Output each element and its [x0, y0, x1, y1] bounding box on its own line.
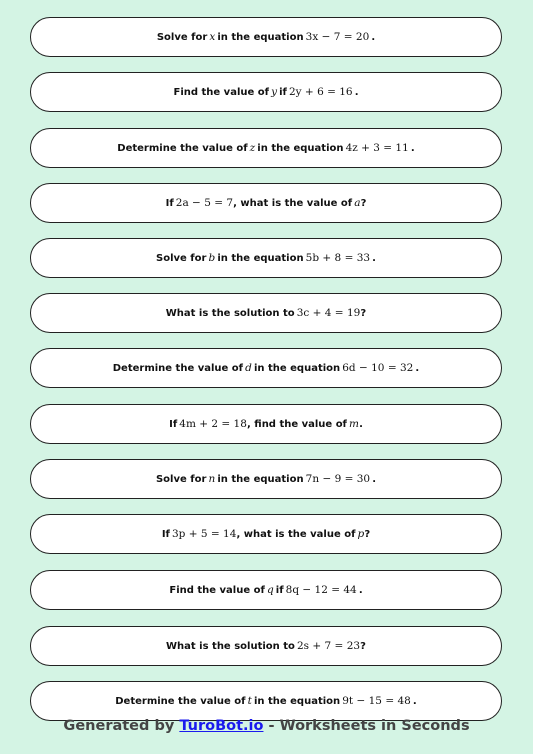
question-text: if	[275, 584, 284, 596]
question-text: in the equation	[217, 473, 304, 485]
turobot-link[interactable]: TuroBot.io	[179, 718, 264, 734]
question-card	[30, 293, 502, 333]
question-text: Find the value of	[169, 584, 265, 596]
question-punctuation: .	[354, 86, 359, 98]
question-card	[30, 17, 502, 57]
footer-prefix: Generated by	[63, 718, 175, 734]
question-card	[30, 404, 502, 444]
question-card	[30, 238, 502, 278]
math-variable: d	[245, 362, 252, 374]
question-punctuation: .	[412, 695, 417, 707]
question-text: What is the solution to	[166, 640, 295, 652]
math-equation: 6d − 10 = 32	[342, 362, 414, 374]
math-equation: 3c + 4 = 19	[296, 307, 361, 319]
question-punctuation: .	[359, 418, 363, 430]
question-punctuation: .	[358, 584, 363, 596]
question-card	[30, 570, 502, 610]
math-variable: x	[209, 31, 216, 43]
question-card	[30, 626, 502, 666]
question-punctuation: .	[415, 362, 420, 374]
math-equation: 2s + 7 = 23	[297, 640, 361, 652]
math-variable: m	[349, 418, 359, 430]
question-card	[30, 348, 502, 388]
footer-suffix: - Worksheets in Seconds	[268, 718, 470, 734]
math-equation: 8q − 12 = 44	[285, 584, 357, 596]
math-variable: p	[357, 528, 365, 540]
math-variable: n	[208, 473, 216, 485]
question-card	[30, 681, 502, 721]
question-text: Solve for	[155, 473, 207, 485]
question-text: Determine the value of	[112, 362, 244, 374]
question-punctuation: .	[372, 252, 376, 264]
question-text: If	[165, 197, 174, 209]
math-equation: 4z + 3 = 11	[345, 142, 409, 154]
question-text: if	[279, 86, 287, 98]
question-card	[30, 72, 502, 112]
math-equation: 2y + 6 = 16	[288, 86, 353, 98]
question-card	[30, 183, 502, 223]
question-punctuation: .	[410, 142, 415, 154]
question-text: Solve for	[156, 31, 208, 43]
question-text: If	[169, 418, 178, 430]
question-punctuation: ?	[360, 197, 367, 209]
question-text: , find the value of	[247, 418, 347, 430]
math-variable: q	[266, 584, 274, 596]
footer	[0, 718, 533, 734]
math-equation: 3x − 7 = 20	[305, 31, 370, 43]
question-text: If	[161, 528, 170, 540]
question-punctuation: .	[372, 473, 377, 485]
question-text: in the equation	[217, 252, 304, 264]
math-variable: b	[208, 252, 216, 264]
question-text: in the equation	[253, 362, 341, 374]
question-punctuation: ?	[364, 528, 371, 540]
question-punctuation: ?	[360, 640, 366, 652]
question-text: in the equation	[217, 31, 304, 43]
math-equation: 5b + 8 = 33	[305, 252, 371, 264]
question-text: Determine the value of	[115, 695, 246, 707]
question-text: What is the solution to	[165, 307, 295, 319]
question-text: Find the value of	[173, 86, 269, 98]
question-text: in the equation	[253, 695, 341, 707]
math-variable: t	[247, 695, 252, 707]
question-card	[30, 459, 502, 499]
question-text: in the equation	[257, 142, 344, 154]
question-text: Solve for	[156, 252, 207, 264]
math-equation: 3p + 5 = 14	[171, 528, 237, 540]
math-variable: y	[271, 86, 278, 98]
math-equation: 9t − 15 = 48	[342, 695, 411, 707]
question-text: , what is the value of	[236, 528, 356, 540]
question-card	[30, 514, 502, 554]
question-text: , what is the value of	[233, 197, 353, 209]
math-equation: 4m + 2 = 18	[179, 418, 247, 430]
math-variable: a	[354, 197, 361, 209]
question-text: Determine the value of	[117, 142, 248, 154]
question-punctuation: .	[371, 31, 376, 43]
math-equation: 2a − 5 = 7	[175, 197, 234, 209]
math-variable: z	[249, 142, 256, 154]
question-card	[30, 128, 502, 168]
question-punctuation: ?	[360, 307, 367, 319]
math-equation: 7n − 9 = 30	[305, 473, 371, 485]
